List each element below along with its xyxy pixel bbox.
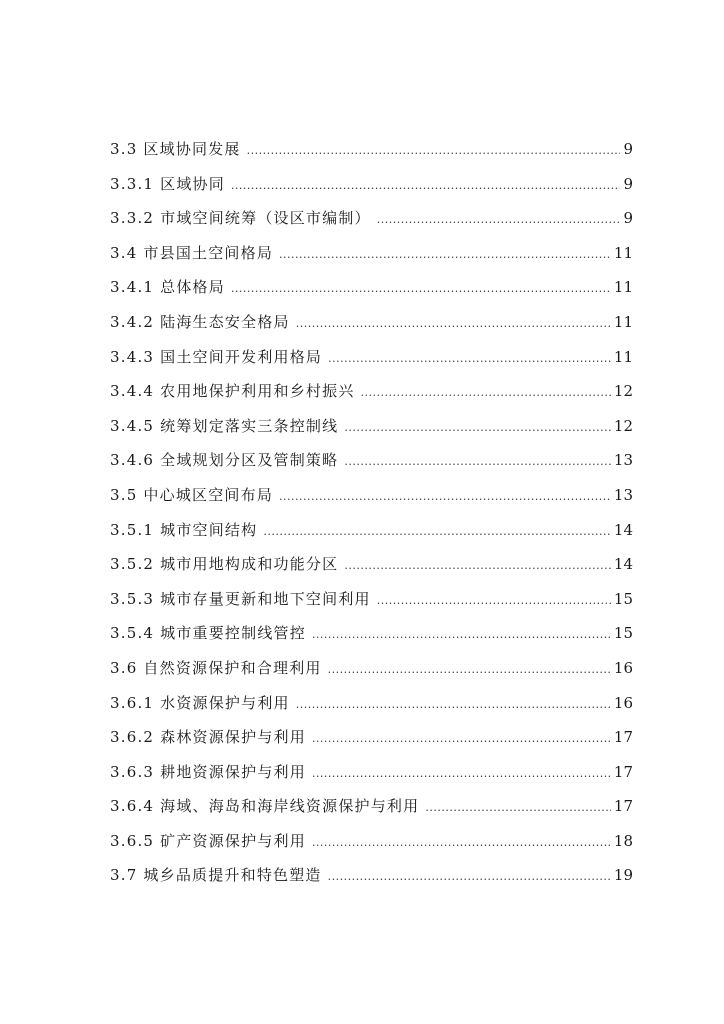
toc-dot-leader bbox=[344, 559, 611, 572]
table-of-contents bbox=[110, 138, 633, 899]
toc-entry[interactable] bbox=[110, 622, 633, 657]
toc-entry[interactable] bbox=[110, 380, 633, 415]
toc-entry-label: 3.5.2 城市用地构成和功能分区 bbox=[110, 555, 339, 574]
toc-entry-label: 3.4.5 统筹划定落实三条控制线 bbox=[110, 416, 339, 435]
toc-page-number: 12 bbox=[613, 416, 633, 435]
toc-page-number: 11 bbox=[613, 347, 633, 366]
toc-entry-label: 3.5.4 城市重要控制线管控 bbox=[110, 624, 306, 643]
toc-page-number: 9 bbox=[623, 174, 633, 193]
toc-page-number: 17 bbox=[613, 797, 633, 816]
toc-dot-leader bbox=[344, 455, 611, 468]
toc-dot-leader bbox=[312, 836, 611, 849]
toc-dot-leader bbox=[328, 663, 611, 676]
toc-dot-leader bbox=[279, 248, 611, 261]
toc-entry-label: 3.5.1 城市空间结构 bbox=[110, 520, 258, 539]
toc-page-number: 11 bbox=[613, 278, 633, 297]
toc-entry-label: 3.6 自然资源保护和合理利用 bbox=[110, 658, 322, 677]
toc-entry[interactable] bbox=[110, 311, 633, 346]
toc-entry[interactable] bbox=[110, 173, 633, 208]
toc-entry-label: 3.5 中心城区空间布局 bbox=[110, 485, 274, 504]
toc-entry[interactable] bbox=[110, 761, 633, 796]
toc-dot-leader bbox=[231, 282, 611, 295]
toc-entry[interactable] bbox=[110, 519, 633, 554]
toc-page-number: 16 bbox=[613, 658, 633, 677]
toc-page-number: 15 bbox=[613, 624, 633, 643]
toc-dot-leader bbox=[296, 317, 611, 330]
toc-entry-label: 3.6.5 矿产资源保护与利用 bbox=[110, 831, 306, 850]
toc-entry[interactable] bbox=[110, 415, 633, 450]
toc-entry[interactable] bbox=[110, 864, 633, 899]
toc-entry-label: 3.4.4 农用地保护利用和乡村振兴 bbox=[110, 382, 355, 401]
toc-page-number: 13 bbox=[613, 485, 633, 504]
toc-entry[interactable] bbox=[110, 346, 633, 381]
toc-entry[interactable] bbox=[110, 207, 633, 242]
toc-entry[interactable] bbox=[110, 138, 633, 173]
toc-page-number: 15 bbox=[613, 589, 633, 608]
toc-entry-label: 3.6.2 森林资源保护与利用 bbox=[110, 728, 306, 747]
toc-entry-label: 3.4.3 国土空间开发利用格局 bbox=[110, 347, 323, 366]
toc-page-number: 11 bbox=[613, 312, 633, 331]
toc-page-number: 17 bbox=[613, 728, 633, 747]
toc-page-number: 17 bbox=[613, 762, 633, 781]
toc-entry-label: 3.7 城乡品质提升和特色塑造 bbox=[110, 866, 322, 885]
toc-entry-label: 3.4.6 全域规划分区及管制策略 bbox=[110, 451, 339, 470]
toc-entry[interactable] bbox=[110, 242, 633, 277]
toc-page-number: 18 bbox=[613, 831, 633, 850]
toc-page-number: 13 bbox=[613, 451, 633, 470]
toc-page-number: 14 bbox=[613, 555, 633, 574]
toc-entry-label: 3.3.2 市域空间统筹（设区市编制） bbox=[110, 209, 371, 228]
toc-entry-label: 3.5.3 城市存量更新和地下空间利用 bbox=[110, 589, 371, 608]
toc-page-number: 16 bbox=[613, 693, 633, 712]
toc-entry-label: 3.4.1 总体格局 bbox=[110, 278, 225, 297]
toc-entry[interactable] bbox=[110, 692, 633, 727]
toc-dot-leader bbox=[279, 490, 611, 503]
toc-entry[interactable] bbox=[110, 588, 633, 623]
toc-entry[interactable] bbox=[110, 553, 633, 588]
toc-entry[interactable] bbox=[110, 657, 633, 692]
toc-dot-leader bbox=[328, 870, 611, 883]
toc-dot-leader bbox=[231, 179, 621, 192]
toc-dot-leader bbox=[425, 801, 611, 814]
toc-dot-leader bbox=[312, 732, 611, 745]
toc-entry[interactable] bbox=[110, 795, 633, 830]
toc-dot-leader bbox=[344, 421, 611, 434]
toc-entry-label: 3.6.3 耕地资源保护与利用 bbox=[110, 762, 306, 781]
toc-dot-leader bbox=[361, 386, 611, 399]
toc-entry[interactable] bbox=[110, 276, 633, 311]
toc-entry-label: 3.6.1 水资源保护与利用 bbox=[110, 693, 290, 712]
toc-dot-leader bbox=[328, 352, 611, 365]
toc-dot-leader bbox=[377, 213, 621, 226]
toc-page-number: 14 bbox=[613, 520, 633, 539]
toc-entry[interactable] bbox=[110, 449, 633, 484]
toc-entry[interactable] bbox=[110, 830, 633, 865]
toc-entry-label: 3.3.1 区域协同 bbox=[110, 174, 225, 193]
toc-entry-label: 3.3 区域协同发展 bbox=[110, 140, 241, 158]
toc-page-number: 12 bbox=[613, 382, 633, 401]
toc-entry-label: 3.6.4 海域、海岛和海岸线资源保护与利用 bbox=[110, 797, 420, 816]
toc-entry-label: 3.4 市县国土空间格局 bbox=[110, 243, 274, 262]
toc-entry[interactable] bbox=[110, 484, 633, 519]
toc-dot-leader bbox=[377, 594, 611, 607]
toc-entry-label: 3.4.2 陆海生态安全格局 bbox=[110, 312, 290, 331]
toc-dot-leader bbox=[312, 767, 611, 780]
toc-dot-leader bbox=[312, 628, 611, 641]
toc-dot-leader bbox=[247, 144, 621, 157]
toc-page-number: 11 bbox=[613, 243, 633, 262]
toc-page-number: 9 bbox=[623, 209, 633, 228]
toc-dot-leader bbox=[263, 525, 611, 538]
toc-dot-leader bbox=[296, 698, 611, 711]
toc-page-number: 9 bbox=[623, 140, 633, 158]
toc-page-number: 19 bbox=[613, 866, 633, 885]
toc-entry[interactable] bbox=[110, 726, 633, 761]
